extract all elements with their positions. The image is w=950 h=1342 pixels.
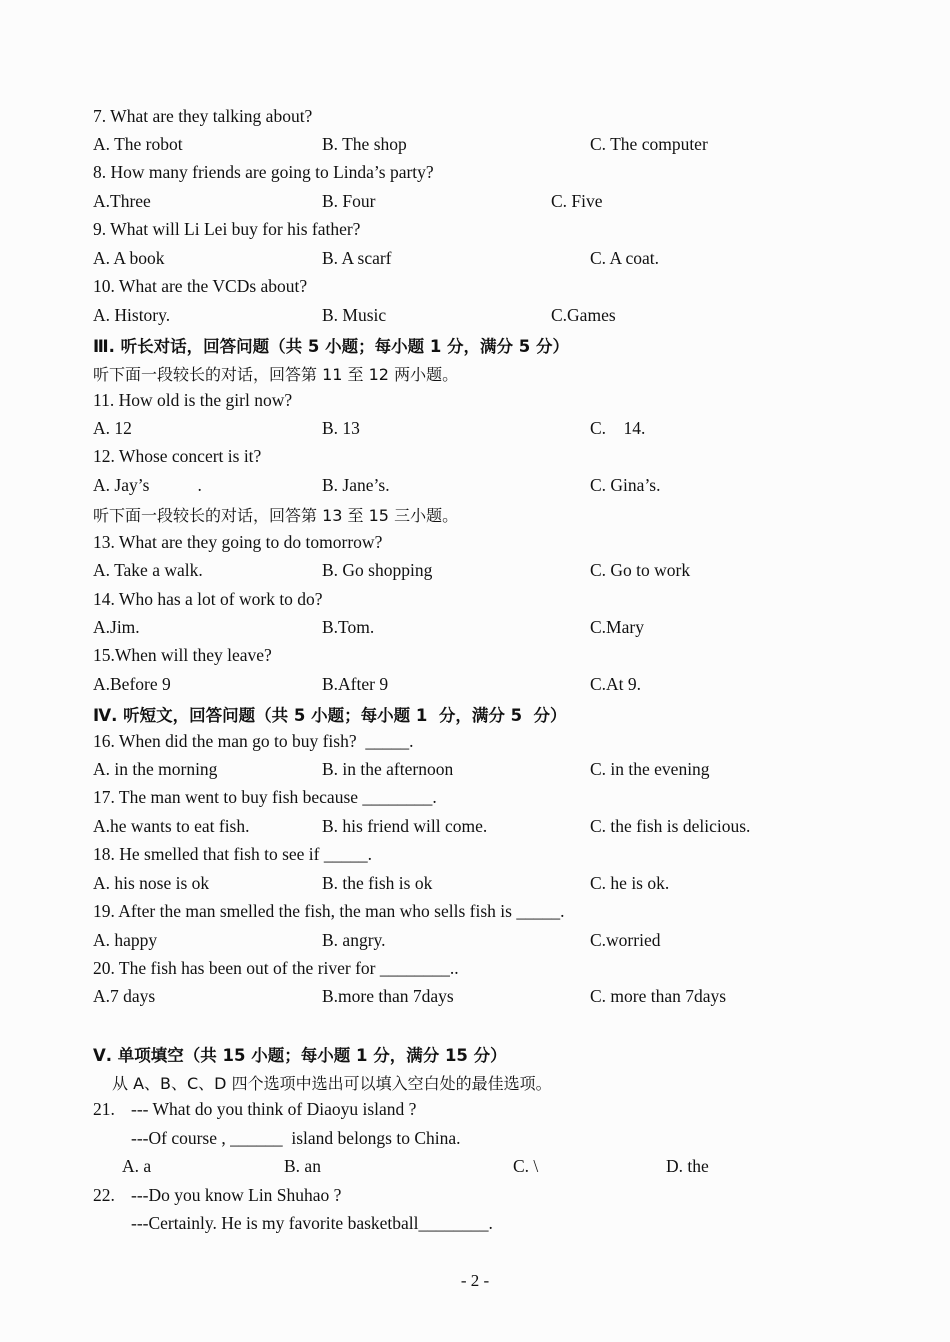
question-text: --- What do you think of Diaoyu island ? [131,1099,417,1119]
option-a: A. Jay’s . [93,475,202,495]
options-15 [0,674,950,702]
question-number: 22. [93,1185,115,1205]
question-text: 15.When will they leave? [93,645,272,665]
option-b: B. the fish is ok [322,873,433,893]
question-16 [0,731,950,759]
question-14 [0,589,950,617]
option-c: C. A coat. [590,248,660,268]
question-21-line-2 [0,1128,950,1156]
options-20 [0,986,950,1014]
instruction-text: 从 A、B、C、D 四个选项中选出可以填入空白处的最佳选项。 [112,1074,552,1093]
question-text: ---Certainly. He is my favorite basketball________. [131,1213,493,1233]
option-b: B.Tom. [322,617,375,637]
section-4-heading [0,702,950,730]
question-19 [0,901,950,929]
section-title: Ⅲ. 听长对话，回答问题（共 5 小题；每小题 1 分，满分 5 分） [93,337,570,356]
option-c: C.Mary [590,617,644,637]
question-12 [0,446,950,474]
section-3-note-2 [0,503,950,531]
options-7 [0,134,950,162]
options-13 [0,560,950,588]
question-text: 11. How old is the girl now? [93,390,293,410]
question-text: 12. Whose concert is it? [93,446,262,466]
option-c: C.Games [551,305,616,325]
question-text: 17. The man went to buy fish because ________. [93,787,437,807]
option-a: A. a [122,1156,152,1176]
option-c: C. 14. [590,418,646,438]
question-11 [0,390,950,418]
question-text: ---Of course , ______ island belongs to China. [131,1128,461,1148]
option-c: C. more than 7days [590,986,727,1006]
option-c: C. Go to work [590,560,691,580]
option-a: A. 12 [93,418,132,438]
instruction-text: 听下面一段较长的对话，回答第 13 至 15 三小题。 [93,506,459,525]
option-c: C. in the evening [590,759,710,779]
option-a: A. History. [93,305,171,325]
option-a: A. A book [93,248,165,268]
question-22-line-2 [0,1213,950,1241]
options-19 [0,930,950,958]
question-text: 9. What will Li Lei buy for his father? [93,219,361,239]
question-8 [0,162,950,190]
option-b: B.more than 7days [322,986,454,1006]
question-7 [0,106,950,134]
question-text: 10. What are the VCDs about? [93,276,308,296]
question-9 [0,219,950,247]
option-c: C. Gina’s. [590,475,661,495]
option-b: B.After 9 [322,674,389,694]
options-21 [0,1156,950,1184]
question-18 [0,844,950,872]
question-20 [0,958,950,986]
question-text: 18. He smelled that fish to see if _____. [93,844,372,864]
option-c: C. Five [551,191,603,211]
question-number: 21. [93,1099,115,1119]
option-c: C.worried [590,930,661,950]
options-18 [0,873,950,901]
options-8 [0,191,950,219]
options-10 [0,305,950,333]
option-b: B. Jane’s. [322,475,390,495]
options-17 [0,816,950,844]
options-9 [0,248,950,276]
option-a: A.Jim. [93,617,140,637]
question-text: 14. Who has a lot of work to do? [93,589,323,609]
section-title: Ⅴ. 单项填空（共 15 小题；每小题 1 分，满分 15 分） [93,1046,507,1065]
option-c: C. he is ok. [590,873,670,893]
section-5-heading [0,1042,950,1070]
question-text: ---Do you know Lin Shuhao ? [131,1185,342,1205]
option-a: A. The robot [93,134,183,154]
question-13 [0,532,950,560]
instruction-text: 听下面一段较长的对话，回答第 11 至 12 两小题。 [93,365,459,384]
option-b: B. an [284,1156,321,1176]
option-b: B. in the afternoon [322,759,454,779]
option-c: C. The computer [590,134,708,154]
section-title: Ⅳ. 听短文，回答问题（共 5 小题；每小题 1 分，满分 5 分） [93,706,567,725]
option-a: A. happy [93,930,158,950]
question-text: 8. How many friends are going to Linda’s party? [93,162,434,182]
question-17 [0,787,950,815]
question-text: 13. What are they going to do tomorrow? [93,532,383,552]
option-a: A.he wants to eat fish. [93,816,250,836]
option-a: A.Three [93,191,151,211]
option-c: C. the fish is delicious. [590,816,751,836]
options-12 [0,475,950,503]
page-number: - 2 - [460,1271,490,1290]
options-11 [0,418,950,446]
option-a: A. his nose is ok [93,873,210,893]
option-b: B. Four [322,191,376,211]
options-16 [0,759,950,787]
option-a: A.7 days [93,986,156,1006]
section-3-note-1 [0,362,950,390]
option-a: A.Before 9 [93,674,171,694]
option-b: B. Music [322,305,387,325]
option-d: D. the [666,1156,709,1176]
section-3-heading [0,333,950,361]
option-b: B. Go shopping [322,560,433,580]
option-c: C.At 9. [590,674,642,694]
option-c: C. \ [513,1156,539,1176]
option-b: B. A scarf [322,248,392,268]
option-b: B. his friend will come. [322,816,488,836]
question-15 [0,645,950,673]
question-21 [0,1099,950,1127]
question-text: 16. When did the man go to buy fish? _____. [93,731,414,751]
options-14 [0,617,950,645]
option-a: A. Take a walk. [93,560,203,580]
question-10 [0,276,950,304]
option-b: B. 13 [322,418,360,438]
question-text: 19. After the man smelled the fish, the man who sells fish is _____. [93,901,565,921]
question-22 [0,1185,950,1213]
option-b: B. angry. [322,930,386,950]
section-5-note [0,1071,950,1099]
option-a: A. in the morning [93,759,218,779]
option-b: B. The shop [322,134,407,154]
question-text: 7. What are they talking about? [93,106,313,126]
question-text: 20. The fish has been out of the river for ________.. [93,958,459,978]
